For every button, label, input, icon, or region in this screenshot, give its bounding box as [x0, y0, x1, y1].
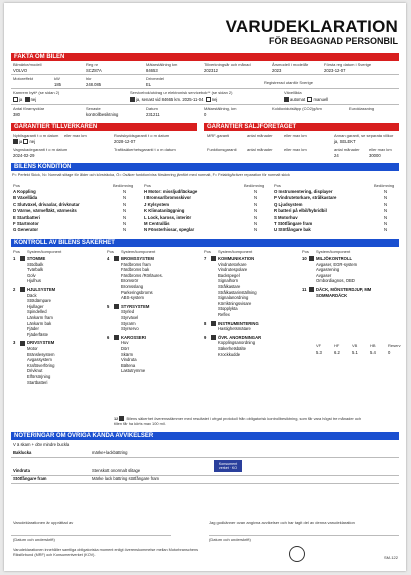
control-item: ABS-system — [121, 295, 145, 301]
control-checkbox — [114, 335, 120, 341]
control-group-num: 7 — [204, 256, 207, 261]
tyre-label: VB — [352, 343, 358, 348]
condition-legend: P= Perfekt Skick, N= Normalt slitage för ålder och körsträcka, Ö= Osäker funktion/viss försämring jämfört med normalt, F= Felaktig/kräver reparation för normalt skick — [12, 173, 290, 177]
control-item: Kopplingsanordning — [218, 340, 256, 346]
warranty-seller-label: eller max km — [284, 133, 307, 138]
tyre-label: Reserv — [388, 343, 401, 348]
condition-item: U Stötfångare bak — [274, 227, 311, 233]
condition-item: T Stötfångare fram — [274, 221, 313, 226]
note-label: Baklucka — [13, 450, 32, 455]
facts-label: Mätarställning, km — [204, 106, 237, 111]
facts-value: 231211 — [146, 112, 160, 117]
condition-grade: N — [384, 221, 388, 226]
warranty-seller-value: 24 — [334, 153, 339, 158]
document-subtitle: FÖR BEGAGNAD PERSONBIL — [268, 36, 398, 46]
control-item: Dörr — [121, 346, 130, 351]
control-item: Bromsrör — [121, 278, 139, 284]
facts-label: Växellåda — [284, 90, 302, 95]
condition-grade: N — [384, 201, 388, 207]
condition-header-grade: Bedömning — [113, 183, 134, 188]
facts-label: Kamrem bytt* (se sidan 2) — [13, 90, 60, 95]
condition-grade: N — [123, 227, 127, 233]
condition-grade: N — [123, 195, 127, 201]
control-item: Färdbroms fram — [121, 261, 151, 267]
footer-left-sub: (Datum och underskrift) — [13, 537, 55, 542]
control-group-title: ÖVR. ANORDNINGAR — [218, 334, 262, 340]
footer-right-label: Jag godkänner ovan angivna avvikelser och har tagit del av denna varudeklaration — [209, 520, 355, 525]
control-group-num: 3 — [13, 340, 16, 346]
facts-label: Datum — [146, 106, 158, 111]
control-item: Fjäderfäste — [27, 331, 48, 337]
condition-grade: N — [384, 214, 388, 220]
tyre-label: HB — [370, 343, 376, 348]
control-item: Styrväxel — [121, 315, 139, 320]
control-group-title: KOMMUNIKATION — [218, 256, 255, 261]
footer-fineprint: Varudeklarationen innehåller samtliga obligatoriska moment enligt överenskommelse mellan Motorbranschens Riksförbund (MRF) och Konsumentverket (KOV). — [13, 548, 199, 557]
section-warranty-seller: GARANTIER SÄLJFÖRETAGET — [204, 123, 399, 131]
facts-label: hkr — [86, 76, 92, 81]
warranty-label: Vagnskadegaranti t o m datum — [13, 147, 68, 152]
note-label: Vindruta — [13, 468, 30, 473]
control-item: Länkarm bak — [27, 320, 52, 326]
warranty-label: Nybilsgaranti t o m datum — [13, 133, 59, 138]
note-value: Märke lack bättring stötfångare fram — [92, 476, 160, 481]
facts-label: Koldioxidutsläpp (CO2)g/km — [272, 106, 322, 111]
condition-grade: N — [254, 208, 258, 214]
control-header-pos: Pos — [107, 249, 114, 254]
facts-value: SCZ87A — [86, 68, 102, 73]
condition-header-grade: Bedömning — [374, 183, 395, 188]
condition-item: B Växellåda — [13, 195, 38, 201]
control-item: Bromsslang — [121, 284, 144, 289]
control-item: Tvärbalk — [27, 267, 44, 273]
condition-item: O Instrumentering, displayer — [274, 189, 333, 194]
konsumentverket-stamp: Konsument verket · KO — [214, 460, 242, 472]
footer-right-sub: (Datum och underskrift) — [209, 537, 251, 542]
control-item: Reflex — [218, 312, 230, 317]
signature-line-left — [11, 535, 171, 536]
control-item: Färdbroms bak — [121, 267, 150, 273]
condition-grade: N — [254, 201, 258, 207]
control-header-comp: System/komponent — [121, 249, 156, 254]
footer-left-label: Varudeklarationen är upprättad av — [13, 520, 74, 525]
control-header-comp: System/komponent — [27, 249, 62, 254]
control-group-title: MILJÖKONTROLL — [316, 256, 353, 261]
servicebook-options: ja, senast vid 84665 km. 2025-11-04 nej — [130, 97, 217, 102]
condition-item: F Startmotor — [13, 221, 39, 226]
control-item: Kraftöverföring — [27, 362, 55, 368]
section-facts: FAKTA OM BILEN — [11, 53, 399, 61]
condition-item: N Fönsterhissar, speglar — [144, 227, 195, 233]
condition-grade: N — [384, 208, 388, 214]
seal-icon — [289, 546, 305, 562]
control-item: Stödbalk — [27, 261, 44, 267]
control-item: Avgaser, EGR-system — [316, 261, 358, 267]
condition-header-pos: Pos — [274, 183, 281, 188]
facts-value: 2023-12-07 — [324, 68, 346, 73]
facts-label: Tillverkningsår och månad — [204, 62, 251, 67]
control-group-num: 2 — [13, 287, 16, 292]
control-group-title: INSTRUMENTERING — [218, 320, 259, 326]
control-group-num: 4 — [107, 256, 110, 261]
control-item: Vindruta — [121, 357, 137, 363]
control-item: Styrled — [121, 309, 135, 315]
condition-grade: N — [384, 227, 388, 233]
facts-value: 2023 — [272, 68, 282, 73]
condition-item: M Centrallås — [144, 221, 170, 226]
control-item: Färdbroms /Rörläures. — [121, 272, 163, 278]
condition-item: H Motor: missljud/läckage — [144, 189, 198, 194]
facts-label: Bilmärke/modell — [13, 62, 42, 67]
facts-value: EL — [146, 82, 152, 87]
control-item: Däck — [27, 292, 37, 298]
control-group-num: 1 — [13, 256, 16, 261]
control-item: Ombordiagnos, OBD — [316, 278, 355, 284]
control-item: Hjullager — [27, 303, 44, 309]
control-note-text: Bilens säkerhet överensstämmer med resultatet i ofrgat protokoll från obligatorisk kontrollbesiktning, som får vara högst tre månader och tillen får ha körts max 100 mil. — [114, 416, 362, 427]
condition-item: G Generator — [13, 227, 39, 233]
control-checkbox — [211, 321, 217, 327]
control-item: Körriktningsvisare — [218, 300, 252, 306]
divider — [11, 483, 399, 484]
control-header-pos: Pos — [204, 249, 211, 254]
control-item: Drivknut — [27, 368, 43, 374]
section-control: KONTROLL AV BILENS SÄKERHET — [11, 239, 399, 247]
control-item: Bältena — [121, 362, 136, 368]
condition-grade: N — [123, 201, 127, 207]
document-title: VARUDEKLARATION — [225, 17, 398, 36]
warranty-seller-label: Funktionsgaranti — [207, 147, 237, 152]
control-item: Lastutrymme — [121, 368, 146, 374]
divider — [11, 457, 399, 458]
facts-value: 185 — [54, 82, 61, 87]
control-checkbox — [114, 304, 120, 310]
divider — [11, 88, 399, 89]
gearbox-options: automat manuell — [284, 97, 328, 102]
control-group-title: STOMME — [27, 256, 46, 261]
facts-value: VOLVO — [13, 68, 28, 73]
control-header-pos: Pos — [13, 249, 20, 254]
warranty-seller-label: antal månader — [334, 147, 360, 152]
facts-value: 0 — [204, 112, 207, 117]
control-item: Skärm — [121, 351, 134, 357]
warranty-seller-label: eller max km — [284, 147, 307, 152]
warranty-label: Rostskyddsgaranti t o m datum — [114, 133, 170, 138]
control-item: Strålkastarinställning — [218, 289, 257, 295]
control-checkbox — [20, 287, 26, 293]
control-header-pos: Pos — [302, 249, 309, 254]
control-item: Länkarm fram — [27, 315, 53, 320]
facts-label: Reg nr — [86, 62, 99, 67]
control-group-num: 11 — [302, 287, 307, 292]
control-item: Avgassystem — [27, 357, 52, 363]
control-checkbox — [20, 340, 26, 346]
control-item: Avgaser — [316, 272, 332, 278]
facts-value: 202312 — [204, 68, 218, 73]
control-group-num: 6 — [107, 334, 110, 340]
warranty-yesno: ja nej — [13, 139, 35, 144]
control-group-title: KAROSSERI — [121, 334, 146, 340]
warranty-label: eller max km — [64, 133, 87, 138]
condition-item: Q Ljudsystem — [274, 201, 303, 207]
condition-grade: N — [254, 227, 258, 233]
condition-item: K Klimatanläggning — [144, 208, 185, 214]
control-item: Signalhorn — [218, 278, 239, 284]
condition-grade: N — [384, 189, 388, 194]
control-checkbox — [20, 256, 26, 262]
facts-value: kontrollbesiktning — [86, 112, 119, 117]
tyre-value: 0 — [388, 350, 391, 355]
control-group-title: DRIVSYSTEM — [27, 340, 55, 346]
facts-label: Senaste — [86, 106, 101, 111]
condition-grade: N — [384, 195, 388, 201]
facts-value: 380 — [13, 112, 20, 117]
warranty-seller-label: Annan garanti, se separata villkor — [334, 133, 394, 138]
control-item: Styrarm — [121, 320, 136, 326]
facts-value: 84653 — [146, 68, 158, 73]
control-item: Fjäder — [27, 326, 39, 332]
condition-item: C Slutväxel, drivaxlar, drivknutar — [13, 201, 80, 207]
condition-grade: N — [254, 214, 258, 220]
condition-item: D Värme, värmefläkt, värmesits — [13, 208, 77, 214]
warranty-seller-label: eller max km — [369, 147, 392, 152]
control-item: Vindrutetorkare — [218, 261, 247, 267]
control-item: Stötdämpare — [27, 298, 51, 304]
condition-item: L Lock, kaross, interiör — [144, 214, 192, 220]
control-item: Bränslesystem — [27, 351, 55, 357]
warranty-seller-label: antal månader — [247, 133, 273, 138]
control-item: Styrservo — [121, 326, 139, 332]
condition-item: P Vindrutetorkare, strålkastare — [274, 195, 337, 201]
control-group-title: BROMSSYSTEM — [121, 256, 154, 261]
tyre-value: 5.1 — [352, 350, 358, 355]
condition-header-pos: Pos — [13, 183, 20, 188]
document-page — [4, 3, 406, 571]
facts-value: 248.085 — [86, 82, 102, 87]
condition-item: J Kylsystem — [144, 201, 170, 207]
form-code: SM-122 — [384, 555, 399, 560]
control-item: Hastighetsmätare — [218, 326, 251, 332]
control-item: Strålkastare — [218, 284, 241, 289]
control-item: Huv — [121, 340, 129, 346]
condition-item: R batteri på elbil/hybridbil — [274, 208, 327, 214]
tyre-label: VF — [316, 343, 322, 348]
divider — [11, 74, 399, 75]
condition-grade: N — [123, 214, 127, 220]
control-item: Golv — [27, 272, 36, 278]
control-group-num: 9 — [204, 334, 207, 340]
control-item: Parkeringsbroms — [121, 289, 153, 295]
condition-header-pos: Pos — [144, 183, 151, 188]
facts-label: Euroklassning — [349, 106, 375, 111]
warranty-seller-label: antal månader — [247, 147, 273, 152]
facts-label: Mätarställning km — [146, 62, 178, 67]
facts-label: Årsmodell i modellår — [272, 62, 309, 67]
tyre-value: 6.2 — [334, 350, 340, 355]
condition-grade: N — [123, 208, 127, 214]
condition-grade: N — [254, 195, 258, 201]
warranty-seller-value: 30000 — [369, 153, 381, 158]
registered-abroad-label: Registrerad utanför Sverige — [264, 80, 313, 85]
condition-item: E Startbatteri — [13, 214, 40, 220]
control-checkbox — [309, 256, 315, 262]
control-item: Hjulhus — [27, 278, 41, 284]
control-checkbox — [309, 287, 315, 293]
section-condition: BILENS KONDITION — [11, 163, 399, 171]
condition-header-grade: Bedömning — [244, 183, 265, 188]
condition-item: A Koppling — [13, 189, 36, 194]
facts-label: Servicebok/utdrag ur elektronisk servicebok** (se sidan 2) — [130, 90, 233, 95]
tyre-value: 5.3 — [316, 350, 322, 355]
control-group-num: 8 — [204, 320, 207, 326]
divider — [11, 475, 399, 476]
control-item: Elförsörjning — [27, 374, 51, 379]
control-group-num: 10 — [302, 256, 307, 261]
control-item: Krockkudde — [218, 351, 241, 357]
warranty-seller-label: MRF-garanti — [207, 133, 230, 138]
control-header-comp: System/komponent — [218, 249, 253, 254]
control-group-title: HJULSYSTEM — [27, 287, 56, 292]
warranty-value: 2024-02-29 — [13, 153, 35, 158]
control-group-title: STYRSYSTEM — [121, 303, 150, 309]
control-item: Signalanordning — [218, 295, 249, 301]
control-checkbox — [211, 256, 217, 262]
section-notes: NOTERINGAR OM ÖVRIGA KÄNDA AVVIKELSER — [11, 432, 399, 440]
section-warranty-manufacturer: GARANTIER TILLVERKAREN — [11, 123, 197, 131]
control-item: Backspegel — [218, 272, 240, 278]
signature-line-right — [209, 535, 399, 536]
control-group-title: DÄCK, MÖNSTERDJUP, MM SOMMARDÄCK — [316, 287, 372, 298]
condition-grade: N — [254, 189, 258, 194]
condition-grade: N — [123, 221, 127, 226]
cambelt-options: ja nej — [13, 97, 36, 102]
condition-grade: N — [254, 221, 258, 226]
divider — [11, 104, 399, 105]
condition-grade: N — [123, 189, 127, 194]
notes-legend: V ä skam + döv mindre buckla — [13, 442, 70, 447]
facts-label: Antal förarnycklar — [13, 106, 45, 111]
warranty-seller-value: ja, SELEKT — [334, 139, 356, 144]
tyre-label: HF — [334, 343, 340, 348]
facts-label: kW — [54, 76, 60, 81]
note-value: Stenskott onormalt slitage — [92, 468, 141, 473]
control-item: Säkerhetsbälte — [218, 346, 246, 351]
control-header-comp: System/komponent — [316, 249, 351, 254]
facts-label: Drivmedel — [146, 76, 165, 81]
control-checkbox — [211, 335, 217, 341]
control-item: Stopplykta — [218, 306, 238, 312]
control-note: 12 Bilens säkerhet överensstämmer med resultatet i ofrgat protokoll från obligatorisk kontrollbesiktning, som får vara högst tre månader och tillen får ha körts max 100 mil. — [114, 416, 362, 427]
facts-label: Första reg datum i Sverige — [324, 62, 372, 67]
control-item: Avgasrening — [316, 267, 340, 273]
tyre-value: 5.4 — [370, 350, 376, 355]
control-item: Startbatteri — [27, 379, 48, 385]
facts-label: Motoreffekt — [13, 76, 33, 81]
warranty-value: 2028-12-07 — [114, 139, 136, 144]
control-item: Spindelled — [27, 309, 47, 315]
control-item: Motor — [27, 346, 38, 351]
condition-item: S Motorhuv — [274, 214, 298, 220]
control-item: Vindrutespolare — [218, 267, 248, 273]
control-group-num: 5 — [107, 303, 110, 309]
control-checkbox — [114, 256, 120, 262]
condition-item: I Bromsar/bromsskivor — [144, 195, 192, 201]
note-value: märke+lackbättring — [92, 450, 128, 455]
note-label: Stötfångare fram — [13, 476, 47, 481]
warranty-label: Trafiksäkerhetsgaranti t o m datum — [114, 147, 176, 152]
